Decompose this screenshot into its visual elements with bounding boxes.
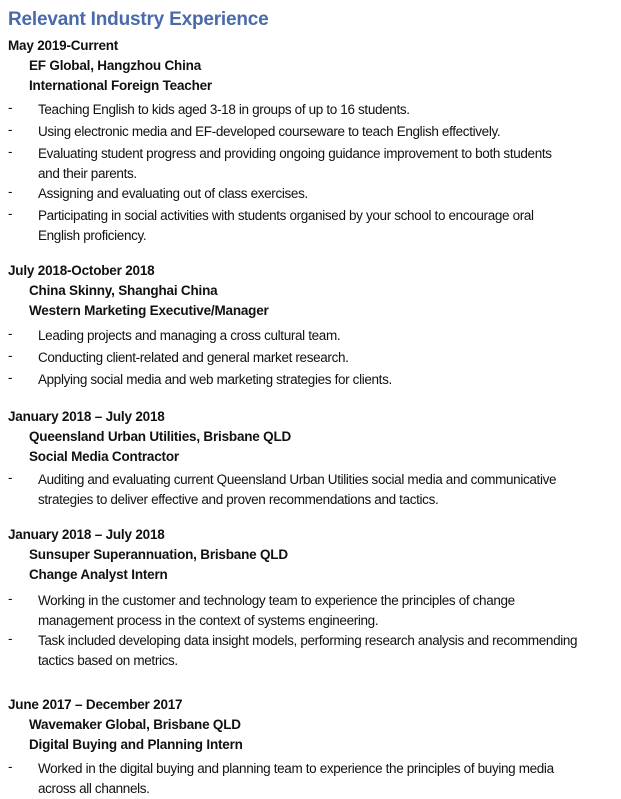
bullet-dash: - <box>8 470 13 485</box>
entry-organization: Wavemaker Global, Brisbane QLD <box>29 717 241 732</box>
bullet-text: Assigning and evaluating out of class exercises. <box>38 186 308 201</box>
bullet-dash: - <box>8 206 13 221</box>
entry-date: July 2018-October 2018 <box>8 263 155 278</box>
bullet-text: Task included developing data insight models, performing research analysis and recommending tactics based on metrics. <box>38 633 578 668</box>
bullet-text: Conducting client-related and general market research. <box>38 350 349 365</box>
entry-organization: EF Global, Hangzhou China <box>29 58 201 73</box>
entry-date: May 2019-Current <box>8 38 119 53</box>
bullet-dash: - <box>8 591 13 606</box>
entry-role: International Foreign Teacher <box>29 78 212 93</box>
bullet-dash: - <box>8 122 13 137</box>
bullet-text: Participating in social activities with students organised by your school to encourage oral English proficiency. <box>38 208 534 243</box>
bullet-dash: - <box>8 370 13 385</box>
entry-organization: Sunsuper Superannuation, Brisbane QLD <box>29 547 288 562</box>
entry-role: Change Analyst Intern <box>29 567 168 582</box>
entry-organization: Queensland Urban Utilities, Brisbane QLD <box>29 429 292 444</box>
bullet-dash: - <box>8 326 13 341</box>
bullet-text: Evaluating student progress and providing ongoing guidance improvement to both students and their parents. <box>38 146 552 181</box>
bullet-text: Applying social media and web marketing strategies for clients. <box>38 372 392 387</box>
bullet-text: Using electronic media and EF-developed courseware to teach English effectively. <box>38 124 501 139</box>
bullet-dash: - <box>8 184 13 199</box>
bullet-dash: - <box>8 144 13 159</box>
entry-organization: China Skinny, Shanghai China <box>29 283 218 298</box>
entry-date: January 2018 – July 2018 <box>8 527 165 542</box>
bullet-text: Worked in the digital buying and planning team to experience the principles of buying media across all channels. <box>38 761 554 796</box>
bullet-text: Working in the customer and technology team to experience the principles of change management process in the context of systems engineering. <box>38 593 515 628</box>
bullet-dash: - <box>8 348 13 363</box>
entry-date: January 2018 – July 2018 <box>8 409 165 424</box>
entry-role: Social Media Contractor <box>29 449 179 464</box>
section-heading: Relevant Industry Experience <box>8 9 269 30</box>
bullet-dash: - <box>8 100 13 115</box>
entry-date: June 2017 – December 2017 <box>8 697 183 712</box>
bullet-text: Leading projects and managing a cross cultural team. <box>38 328 341 343</box>
bullet-dash: - <box>8 759 13 774</box>
entry-role: Western Marketing Executive/Manager <box>29 303 269 318</box>
entry-role: Digital Buying and Planning Intern <box>29 737 243 752</box>
bullet-dash: - <box>8 631 13 646</box>
bullet-text: Teaching English to kids aged 3-18 in groups of up to 16 students. <box>38 102 410 117</box>
bullet-text: Auditing and evaluating current Queensland Urban Utilities social media and communicative strategies to deliver effective and proven recommendations and tactics. <box>38 472 557 507</box>
